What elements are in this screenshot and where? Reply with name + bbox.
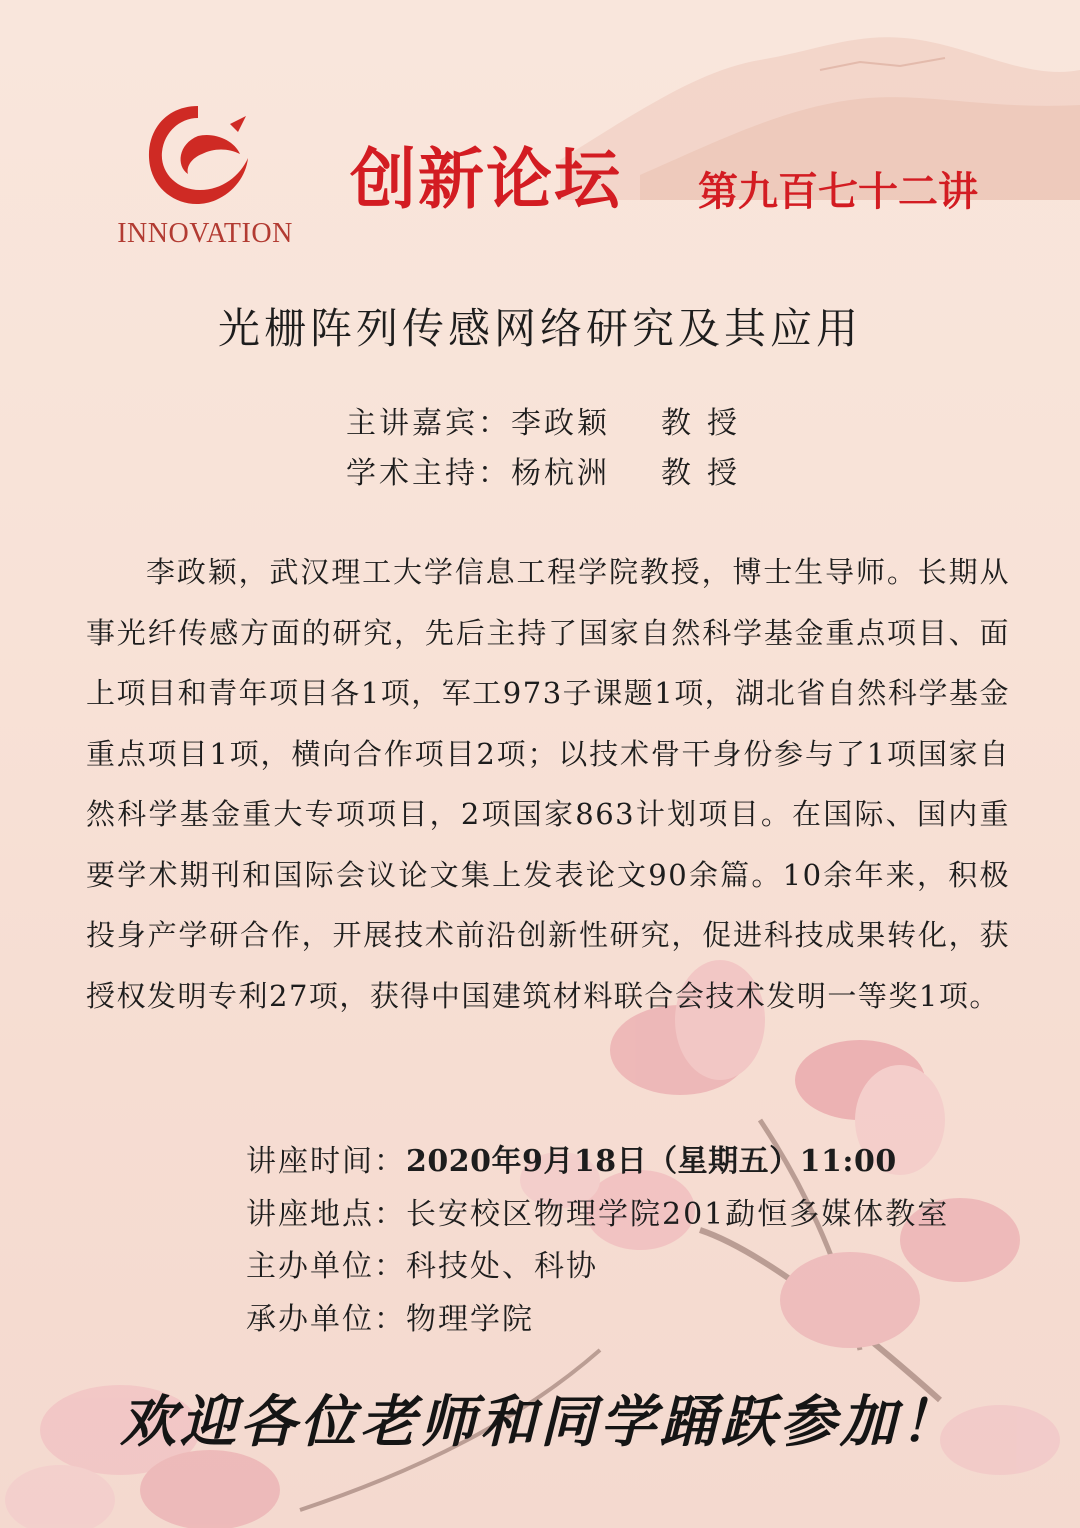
place-value: 长安校区物理学院201勐恒多媒体教室 [406, 1196, 950, 1232]
organizer-row [246, 1294, 949, 1347]
lecture-title: 光栅阵列传感网络研究及其应用 [217, 304, 862, 353]
innovation-logo [100, 96, 310, 256]
speaker-name: 李政颖 [511, 406, 610, 441]
chair-label: 学术主持： [346, 456, 511, 491]
host-value: 科技处、科协 [406, 1249, 598, 1284]
organizer-value: 物理学院 [406, 1301, 534, 1337]
host-row [246, 1241, 949, 1294]
forum-title: 创新论坛 [350, 141, 622, 218]
speaker-label: 主讲嘉宾： [346, 406, 511, 441]
host-label: 主办单位： [246, 1249, 406, 1284]
time-label: 讲座时间： [246, 1144, 406, 1179]
speaker-biography: 李政颖，武汉理工大学信息工程学院教授，博士生导师。长期从事光纤传感方面的研究，先后主持了国家自然科学基金重点项目、面上项目和青年项目各1项，军工973子课题1项，湖北省自然科学基金重点项目1项，横向合作项目2项；以技术骨干身份参与了1项国家自然科学基金重大专项项目，2项国家863计划项目。在国际、国内重要学术期刊和国际会议论文集上发表论文90余篇。10余年来，积极投身产学研合作，开展技术前沿创新性研究，促进科技成果转化，获授权发明专利27项，获得中国建筑材料联合会技术发明一等奖1项。 [86, 555, 1010, 1013]
place-row [246, 1189, 949, 1242]
innovation-swirl-icon [136, 96, 256, 216]
logo-text: INNOVATION [117, 218, 293, 249]
time-row [246, 1136, 949, 1189]
chair-line [346, 448, 753, 492]
speaker-line [346, 398, 753, 442]
chair-name: 杨杭洲 [511, 456, 610, 491]
place-label: 讲座地点： [246, 1196, 406, 1232]
organizer-label: 承办单位： [246, 1301, 406, 1337]
session-number: 第九百七十二讲 [698, 169, 978, 215]
time-value: 2020年9月18日（星期五）11:00 [406, 1144, 897, 1179]
welcome-slogan: 欢迎各位老师和同学踊跃参加！ [120, 1389, 960, 1455]
chair-rank: 教授 [661, 456, 753, 491]
speaker-rank: 教授 [661, 406, 753, 441]
event-info [246, 1136, 949, 1346]
